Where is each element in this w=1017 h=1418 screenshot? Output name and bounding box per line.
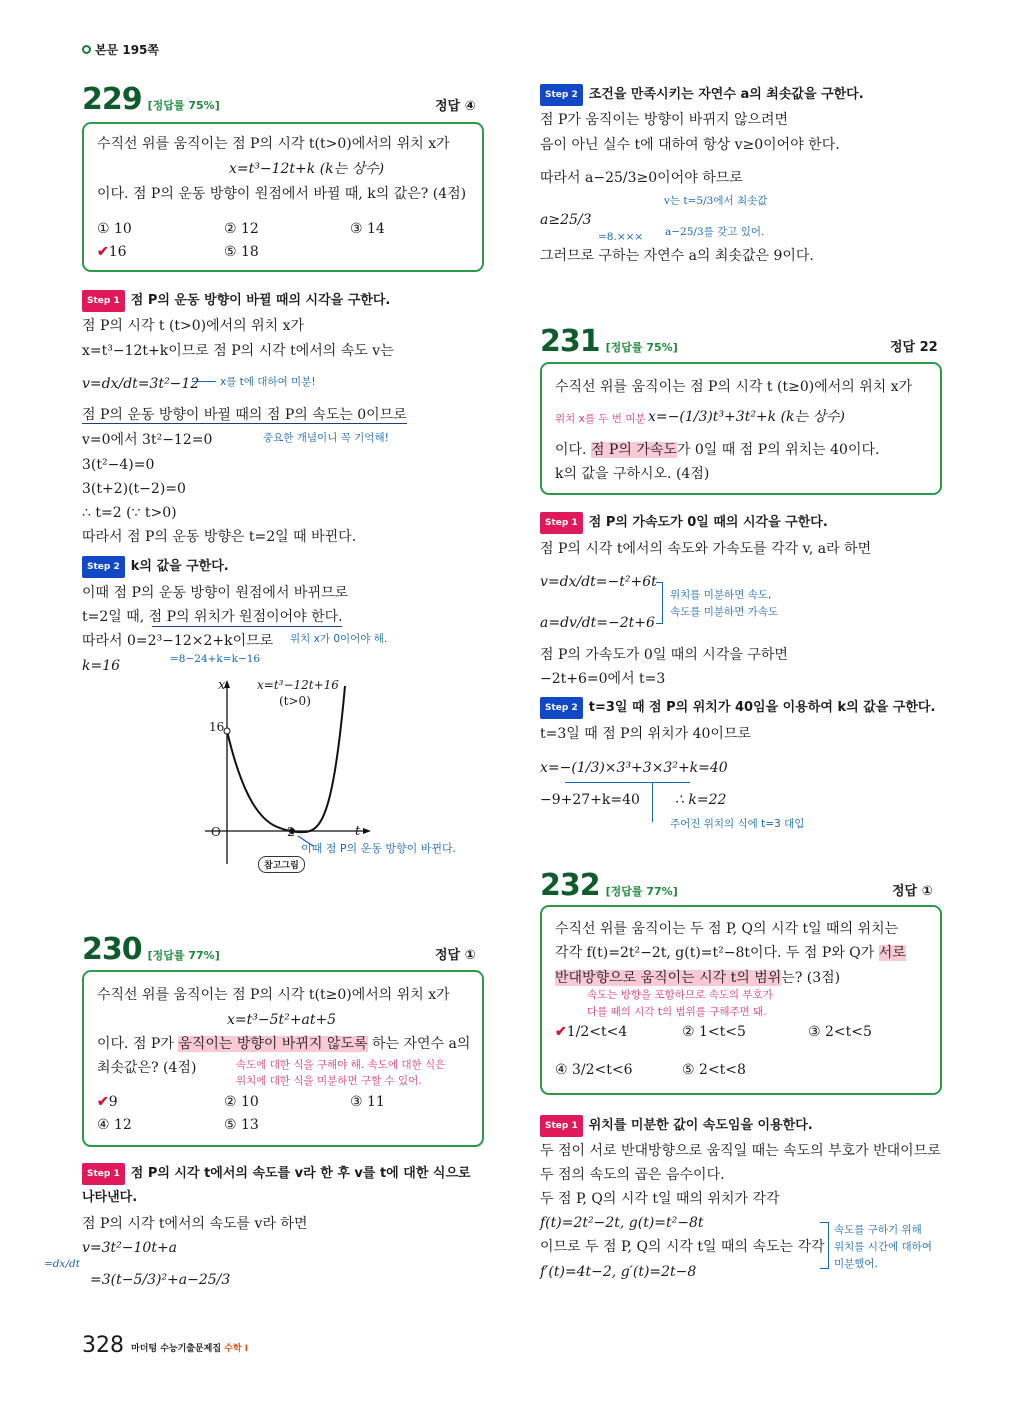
annotation: 주어진 위치의 식에 t=3 대입: [670, 818, 805, 830]
page-reference: 본문 195쪽: [82, 41, 159, 58]
choice-3: ③ 2<t<5: [808, 1024, 872, 1040]
y-tick: 16: [209, 720, 225, 734]
solution-line: 따라서 점 P의 운동 방향은 t=2일 때 바뀐다.: [82, 529, 357, 545]
problem-231-header: 231 [정답률 75%]: [540, 324, 678, 359]
annotation: 위치를 미분하면 속도,: [670, 589, 772, 601]
solution-line: x=−(1/3)×3³+3×3²+k=40: [540, 760, 728, 776]
choice-5: ⑤ 13: [224, 1117, 259, 1133]
question-text: 수직선 위를 움직이는 점 P의 시각 t(t≥0)에서의 위치 x가: [97, 987, 450, 1003]
page-number: 328: [82, 1333, 124, 1358]
question-text: 반대방향으로 움직이는 시각 t의 범위는? (3점): [555, 970, 841, 986]
step2-heading: Step 2 조건을 만족시키는 자연수 a의 최솟값을 구한다.: [540, 84, 864, 106]
connector-line: [652, 782, 653, 822]
answer-232: 정답 ①: [892, 884, 933, 899]
solution-line: 이때 점 P의 운동 방향이 원점에서 바뀌므로: [82, 585, 349, 601]
solution-line: −9+27+k=40: [540, 792, 640, 808]
bracket: [820, 1222, 829, 1269]
annotation: 중요한 개념이니 꼭 기억해!: [263, 432, 389, 444]
question-text: 이다. 점 P가 움직이는 방향이 바뀌지 않도록 하는 자연수 a의: [97, 1036, 471, 1052]
problem-229-box: [82, 122, 484, 272]
solution-line: 점 P의 시각 t에서의 속도와 가속도를 각각 v, a라 하면: [540, 541, 872, 557]
reference-graph: [195, 676, 455, 876]
problem-232-box: [540, 905, 942, 1095]
solution-line: 점 P의 시각 t (t>0)에서의 위치 x가: [82, 318, 305, 334]
solution-line: k=16: [82, 658, 121, 674]
question-equation: x=t³−5t²+at+5: [227, 1012, 337, 1028]
question-text: k의 값을 구하시오. (4점): [555, 466, 710, 482]
question-text: 최솟값은? (4점): [97, 1060, 197, 1076]
annotation: 다를 때의 시각 t의 범위를 구해주면 돼.: [587, 1006, 767, 1018]
annotation: =8.×××: [598, 231, 644, 243]
highlight: 움직이는 방향이 바뀌지 않도록: [178, 1036, 368, 1052]
checkmark-icon: ✔: [97, 1094, 109, 1110]
problem-231-box: [540, 362, 942, 495]
question-equation: x=t³−12t+k (k는 상수): [229, 161, 385, 177]
solution-line: 음이 아닌 실수 t에 대하여 항상 v≥0이어야 한다.: [540, 137, 840, 153]
solution-line: v=dx/dt=3t²−12: [82, 376, 200, 392]
book-title: 마더텅 수능기출문제집 수학 I: [131, 1344, 249, 1354]
checkmark-icon: ✔: [97, 244, 109, 260]
annotation: 속도는 방향을 포함하므로 속도의 부호가: [587, 989, 773, 1001]
solution-line: a=dv/dt=−2t+6: [540, 615, 655, 631]
step2-heading: Step 2 k의 값을 구한다.: [82, 556, 229, 578]
highlight: 점 P의 가속도: [590, 442, 677, 458]
arrow-icon: [192, 381, 216, 382]
solution-line: 두 점 P, Q의 시각 t일 때의 위치가 각각: [540, 1191, 780, 1207]
annotation: x를 t에 대하여 미분!: [220, 376, 316, 388]
choice-4-selected: ✔16: [97, 244, 127, 260]
solution-line: 따라서 0=2³−12×2+k이므로: [82, 633, 274, 649]
problem-number: 229: [82, 82, 142, 117]
choice-2: ② 10: [224, 1094, 259, 1110]
annotation: 속도를 구하기 위해: [834, 1224, 922, 1236]
choice-2: ② 12: [224, 221, 259, 237]
step1-heading: Step 1 점 P의 시각 t에서의 속도를 v라 한 후 v를 t에 대한 식으로: [82, 1163, 471, 1185]
accuracy-rate: [정답률 75%]: [147, 99, 220, 112]
solution-line: f(t)=2t²−2t, g(t)=t²−8t: [540, 1215, 704, 1231]
underline: [565, 782, 690, 783]
question-equation: x=−(1/3)t³+3t²+k (k는 상수): [648, 409, 846, 425]
choice-4: ④ 3/2<t<6: [555, 1062, 633, 1078]
solution-line: f′(t)=4t−2, g′(t)=2t−8: [540, 1264, 697, 1280]
circle-bullet-icon: [82, 45, 91, 54]
annotation: 위치 x가 0이어야 해.: [290, 633, 388, 645]
x-axis-label: t: [355, 824, 361, 839]
checkmark-icon: ✔: [555, 1024, 567, 1040]
solution-line: 따라서 a−25/3≥0이어야 하므로: [540, 170, 743, 186]
choice-5: ⑤ 18: [224, 244, 259, 260]
highlight: 서로: [878, 945, 906, 961]
solution-line: x=t³−12t+k이므로 점 P의 시각 t에서의 속도 v는: [82, 343, 394, 359]
solution-line: t=3일 때 점 P의 위치가 40이므로: [540, 726, 751, 742]
solution-line: 이므로 두 점 P, Q의 시각 t일 때의 속도는 각각: [540, 1239, 825, 1255]
question-text: 각각 f(t)=2t²−2t, g(t)=t²−8t이다. 두 점 P와 Q가 서로: [555, 945, 906, 961]
highlight: 반대방향으로 움직이는 시각 t의 범위: [555, 970, 782, 986]
choice-3: ③ 14: [350, 221, 385, 237]
solution-line: ∴ t=2 (∵ t>0): [82, 505, 177, 521]
question-text: 이다. 점 P의 운동 방향이 원점에서 바뀔 때, k의 값은? (4점): [97, 186, 467, 202]
step1-heading: Step 1 점 P의 가속도가 0일 때의 시각을 구한다.: [540, 512, 828, 534]
annotation: 속도에 대한 식을 구해야 해. 속도에 대한 식은: [236, 1059, 446, 1071]
solution-line: 그러므로 구하는 자연수 a의 최솟값은 9이다.: [540, 248, 814, 264]
choice-1-selected: ✔9: [97, 1094, 118, 1110]
solution-line: 점 P의 시각 t에서의 속도를 v라 하면: [82, 1216, 308, 1232]
answer-231: 정답 22: [890, 340, 938, 355]
solution-line: =3(t−5/3)²+a−25/3: [90, 1272, 231, 1288]
answer-230: 정답 ①: [435, 948, 476, 963]
question-text: 이다. 점 P의 가속도가 0일 때 점 P의 위치는 40이다.: [555, 442, 880, 458]
choice-4: ④ 12: [97, 1117, 132, 1133]
annotation: 속도를 미분하면 가속도: [670, 606, 779, 618]
annotation: 미분했어.: [834, 1258, 878, 1270]
graph-equation: x=t³−12t+16: [257, 678, 339, 692]
step1-heading: Step 1 점 P의 운동 방향이 바뀔 때의 시각을 구한다.: [82, 290, 390, 312]
choice-2: ② 1<t<5: [682, 1024, 746, 1040]
problem-229-header: [82, 82, 220, 117]
annotation: 위치를 시간에 대하여: [834, 1241, 932, 1253]
solution-line: 점 P의 운동 방향이 바뀔 때의 점 P의 속도는 0이므로: [82, 407, 407, 423]
problem-230-box: [82, 970, 484, 1147]
solution-line: v=3t²−10t+a: [82, 1240, 178, 1256]
graph-note: 이때 점 P의 운동 방향이 바뀐다.: [301, 842, 457, 855]
solution-line: 점 P의 가속도가 0일 때의 시각을 구하면: [540, 647, 788, 663]
choice-1-selected: ✔1/2<t<4: [555, 1024, 628, 1040]
solution-line: 3(t+2)(t−2)=0: [82, 481, 186, 497]
solution-line: t=2일 때, 점 P의 위치가 원점이어야 한다.: [82, 609, 343, 625]
solution-line: 두 점의 속도의 곱은 음수이다.: [540, 1167, 725, 1183]
solution-line: v=0에서 3t²−12=0: [82, 432, 213, 448]
annotation: =dx/dt: [44, 1258, 80, 1270]
annotation: a−25/3를 갖고 있어.: [665, 226, 765, 238]
question-text: 수직선 위를 움직이는 두 점 P, Q의 시각 t일 때의 위치는: [555, 921, 899, 937]
y-axis-label: x: [218, 678, 226, 693]
problem-232-header: 232 [정답률 77%]: [540, 868, 678, 903]
graph-domain: (t>0): [279, 694, 311, 708]
solution-line: a≥25/3: [540, 212, 592, 228]
problem-230-header: 230 [정답률 77%]: [82, 932, 220, 967]
step1-heading-cont: 나타낸다.: [82, 1190, 138, 1205]
step2-heading: Step 2 t=3일 때 점 P의 위치가 40임을 이용하여 k의 값을 구한다.: [540, 697, 935, 719]
step1-heading: Step 1 위치를 미분한 값이 속도임을 이용한다.: [540, 1115, 813, 1137]
choice-5: ⑤ 2<t<8: [682, 1062, 746, 1078]
question-text: 수직선 위를 움직이는 점 P의 시각 t(t>0)에서의 위치 x가: [97, 136, 450, 152]
annotation: 위치에 대한 식을 미분하면 구할 수 있어.: [236, 1075, 422, 1087]
annotation: =8−24+k=k−16: [170, 653, 261, 665]
underline: [152, 626, 342, 627]
solution-line: −2t+6=0에서 t=3: [540, 671, 666, 687]
annotation: v는 t=5/3에서 최솟값: [664, 195, 768, 207]
subject-label: 수학 I: [224, 1344, 249, 1354]
bracket: [656, 582, 663, 624]
solution-line: 3(t²−4)=0: [82, 457, 155, 473]
x-tick: 2: [287, 825, 295, 839]
answer-229: 정답 ④: [435, 99, 476, 114]
solution-line: 점 P가 움직이는 방향이 바뀌지 않으려면: [540, 112, 789, 128]
solution-line: 두 점이 서로 반대방향으로 움직일 때는 속도의 부호가 반대이므로: [540, 1143, 941, 1159]
question-text: 수직선 위를 움직이는 점 P의 시각 t (t≥0)에서의 위치 x가: [555, 379, 913, 395]
annotation: 위치 x를 두 번 미분: [555, 413, 646, 425]
solution-line: v=dx/dt=−t²+6t: [540, 574, 657, 590]
origin-label: O: [211, 825, 221, 839]
graph-caption: 참고그림: [258, 856, 305, 873]
solution-line: ∴ k=22: [675, 792, 727, 808]
choice-3: ③ 11: [350, 1094, 385, 1110]
choice-1: ① 10: [97, 221, 132, 237]
